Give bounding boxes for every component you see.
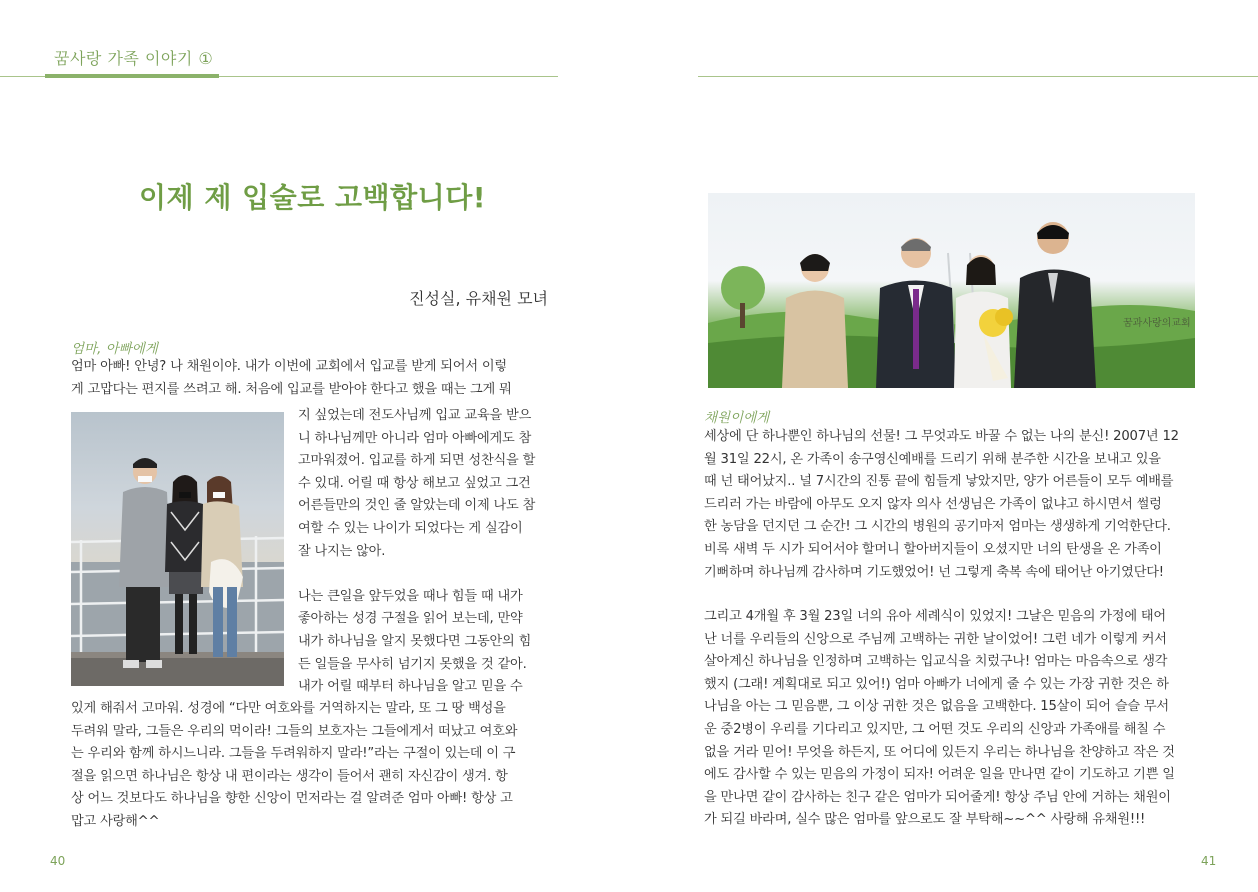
text-line: 게 고맙다는 편지를 쓰려고 해. 처음에 입교를 받아야 한다고 했을 때는 그게 뭐 [71,381,512,397]
text-line: 두려워 말라, 그들은 우리의 먹이라! 그들의 보호자는 그들에게서 떠났고 여호와 [71,723,518,739]
text-line: 내가 어릴 때부터 하나님을 알고 믿을 수 [298,679,523,695]
text-line: 운 중2병이 우리를 기다리고 있지만, 그 어떤 것도 우리의 신앙과 가족애를 해칠 수 [704,721,1166,737]
text-line: 수 있대. 어릴 때 항상 해보고 싶었고 그건 [298,475,531,491]
letter2-heading: 채원이에게 [704,410,770,426]
text-line: 있게 해줘서 고마워. 성경에 “다만 여호와를 거역하지는 말라, 또 그 땅 백성을 [71,701,506,716]
text-line: 잘 나지는 않아. [298,543,386,559]
letter1-bottom-text [71,698,517,834]
text-line: 을 만나면 같이 감사하는 친구 같은 엄마가 되어줄게! 항상 주님 안에 거하는 채원이 [704,789,1171,805]
text-line: 상 어느 것보다도 하나님을 향한 신앙이 먼저라는 걸 알려준 엄마 아빠! 항상 고 [71,791,513,807]
text-line: 지 싶었는데 전도사님께 입교 교육을 받으 [298,408,532,423]
text-line: 엄마 아빠! 안녕? 나 채원이야. 내가 이번에 교회에서 입교를 받게 되어서 이렇 [71,359,507,374]
text-line: 가 되길 바라며, 실수 많은 엄마를 앞으로도 잘 부탁해~~^^ 사랑해 유채원!!! [704,812,1146,828]
text-line: 든 일들을 무사히 넘기지 못했을 것 같아. [298,656,527,672]
text-line: 나는 큰일을 앞두었을 때나 힘들 때 내가 [298,588,523,604]
text-line: 여할 수 있는 나이가 되었다는 게 실감이 [298,520,523,536]
ceremony-photo-illustration [708,193,1195,388]
text-line: 나님을 아는 그 믿음뿐, 그 이상 귀한 것은 없음을 고백한다. 15살이 되어 슬슬 무서 [704,699,1169,715]
text-line: 고마워졌어. 입교를 하게 되면 성찬식을 할 [298,453,536,469]
section-label: 꿈사랑 가족 이야기 ① [54,49,214,68]
text-line: 한 농담을 던지던 그 순간! 그 시간의 병원의 공기마저 엄마는 생생하게 기억한단다. [704,519,1171,535]
page-number-left: 40 [50,854,66,868]
letter2-paragraph2 [704,606,1175,832]
article-title: 이제 제 입술로 고백합니다! [138,181,487,214]
church-sign-text: 꿈과사랑의교회 [1123,318,1191,329]
text-line: 그리고 4개월 후 3월 23일 너의 유아 세례식이 있었지! 그날은 믿음의 가정에 태어 [704,609,1166,624]
family-photo [71,412,284,686]
article-author: 진성실, 유채원 모녀 [409,289,548,308]
text-line: 살아계신 하나님을 인정하며 고백하는 입교식을 치렀구나! 엄마는 마음속으로 생각 [704,654,1168,670]
text-line: 니 하나님께만 아니라 엄마 아빠에게도 참 [298,430,532,446]
page-number-right: 41 [1201,854,1217,868]
letter2-paragraph1 [704,426,1179,584]
letter1-heading: 엄마, 아빠에게 [71,341,158,357]
text-line: 했지 (그래! 계획대로 되고 있어!) 엄마 아빠가 너에게 줄 수 있는 가장 귀한 것은 하 [704,676,1169,692]
text-line: 월 31일 22시, 온 가족이 송구영신예배를 드리기 위해 분주한 시간을 보내고 있을 [704,451,1161,467]
text-line: 내가 하나님을 알지 못했다면 그동안의 힘 [298,633,532,649]
text-line: 절을 읽으면 하나님은 항상 내 편이라는 생각이 들어서 괜히 자신감이 생겨. 항 [71,768,508,784]
letter1-side-text [298,405,535,699]
header-rule-accent [45,74,219,78]
text-line [298,563,535,586]
text-line: 맙고 사랑해^^ [71,813,160,829]
text-line: 좋아하는 성경 구절을 읽어 보는데, 만약 [298,611,523,627]
text-line: 에도 감사할 수 있는 믿음의 가정이 되자! 어려운 일을 만나면 같이 기도하고 기쁜 일 [704,767,1175,783]
text-line: 어른들만의 것인 줄 알았는데 이제 나도 참 [298,498,536,514]
text-line: 없을 거라 믿어! 무엇을 하든지, 또 어디에 있든지 우리는 하나님을 찬양하고 작은 것 [704,744,1175,760]
text-line: 난 너를 우리들의 신앙으로 주님께 고백하는 귀한 날이었어! 그런 네가 이렇게 커서 [704,631,1167,647]
text-line: 드리러 가는 바람에 아무도 오지 않자 의사 선생님은 가족이 없냐고 하시면서 썰렁 [704,496,1162,512]
ceremony-photo [708,193,1195,388]
text-line: 는 우리와 함께 하시느니라. 그들을 두려워하지 말라!”라는 구절이 있는데 이 구 [71,746,516,762]
text-line: 기뻐하며 하나님께 감사하며 기도했었어! 넌 그렇게 축복 속에 태어난 아기였단다! [704,564,1164,580]
family-photo-illustration [71,412,284,686]
text-line: 세상에 단 하나뿐인 하나님의 선물! 그 무엇과도 바꿀 수 없는 나의 분신! 2007년 12 [704,429,1179,444]
text-line: 때 넌 태어났지.. 널 7시간의 진통 끝에 힘들게 낳았지만, 양가 어른들이 모두 예배를 [704,474,1174,490]
text-line: 비록 새벽 두 시가 되어서야 할머니 할아버지들이 오셨지만 너의 탄생을 온 가족이 [704,541,1162,557]
letter1-top-text [71,356,512,401]
header-rule-right [698,76,1258,77]
